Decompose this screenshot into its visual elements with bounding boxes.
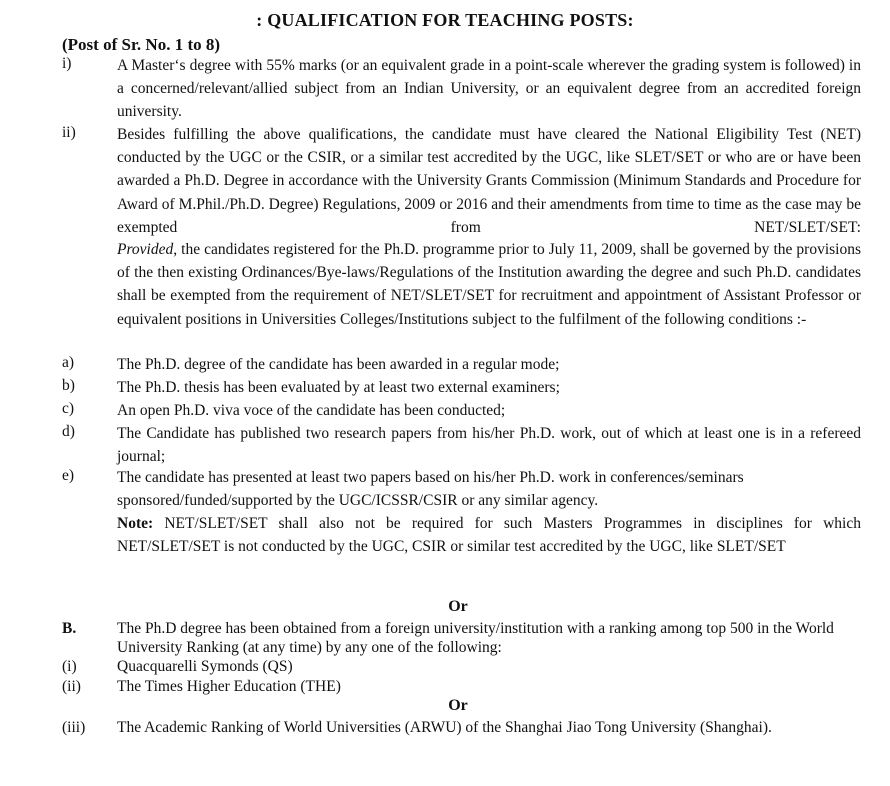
section-b-label: B. — [62, 620, 77, 637]
condition-label-b: b) — [62, 377, 75, 394]
item-text-i: A Master‘s degree with 55% marks (or an equivalent grade in a point-scale wherever the grading system is followed) in a concerned/relevant/allied subject from an Indian University, or an equivalent degree from an accredited foreign university. — [117, 57, 861, 121]
ranking-label-iii: (iii) — [62, 719, 86, 736]
or-divider-1: Or — [448, 598, 468, 615]
ranking-label-i: (i) — [62, 658, 77, 675]
condition-label-a: a) — [62, 354, 75, 371]
post-subheading: (Post of Sr. No. 1 to 8) — [62, 35, 221, 54]
ranking-text-iii: The Academic Ranking of World Universities (ARWU) of the Shanghai Jiao Tong University (Shanghai). — [117, 719, 772, 736]
item-label-i: i) — [62, 55, 72, 72]
condition-text-c: An open Ph.D. viva voce of the candidate has been conducted; — [117, 402, 506, 419]
ranking-text-i: Quacquarelli Symonds (QS) — [117, 658, 293, 675]
condition-text-b: The Ph.D. thesis has been evaluated by at least two external examiners; — [117, 379, 560, 396]
ranking-label-ii: (ii) — [62, 678, 81, 695]
condition-label-d: d) — [62, 423, 75, 440]
page-title: : QUALIFICATION FOR TEACHING POSTS: — [256, 10, 634, 30]
condition-label-c: c) — [62, 400, 75, 417]
note-label: Note: — [117, 515, 154, 532]
item-text-ii: Besides fulfilling the above qualifications, the candidate must have cleared the National Eligibility Test (NET) conducted by the UGC or the CSIR, or a similar test accredited by the UGC, like SLET/SET or who are or have been awarded a Ph.D. Degree in accordance with the University Grants Commission (Minimum Standards and Procedure for Award of M.Phil./Ph.D. Degree) Regulations, 2009 or 2016 and their amendments from time to time as the case may be exempted from NET/SLET/SET: — [117, 126, 861, 236]
proviso-italic-word: Provided — [117, 241, 174, 258]
condition-text-d: The Candidate has published two research papers from his/her Ph.D. work, out of which at least one is in a refereed journal; — [117, 425, 861, 466]
condition-text-a: The Ph.D. degree of the candidate has been awarded in a regular mode; — [117, 356, 560, 373]
proviso-text: , the candidates registered for the Ph.D. programme prior to July 11, 2009, shall be governed by the provisions of the then existing Ordinances/Bye-laws/Regulations of the Institution awarding the degree and such Ph.D. candidates shall be exempted from the requirement of NET/SLET/SET for recruitment and appointment of Assistant Professor or equivalent positions in Universities Colleges/Institutions subject to the fulfilment of the following conditions :- — [117, 241, 861, 328]
proviso-paragraph — [117, 238, 861, 331]
note-paragraph — [117, 512, 861, 558]
section-b-text: The Ph.D degree has been obtained from a foreign university/institution with a ranking among top 500 in the World University Ranking (at any time) by any one of the following: — [117, 620, 834, 656]
condition-text-e: The candidate has presented at least two papers based on his/her Ph.D. work in conferences/seminars sponsored/funded/supported by the UGC/ICSSR/CSIR or any similar agency. — [117, 469, 744, 510]
note-text: NET/SLET/SET shall also not be required for such Masters Programmes in disciplines for which NET/SLET/SET is not conducted by the UGC, CSIR or similar test accredited by the UGC, like SLET/SET — [117, 515, 861, 556]
condition-label-e: e) — [62, 467, 75, 484]
ranking-text-ii: The Times Higher Education (THE) — [117, 678, 341, 695]
item-label-ii: ii) — [62, 124, 76, 141]
or-divider-2: Or — [448, 697, 468, 714]
